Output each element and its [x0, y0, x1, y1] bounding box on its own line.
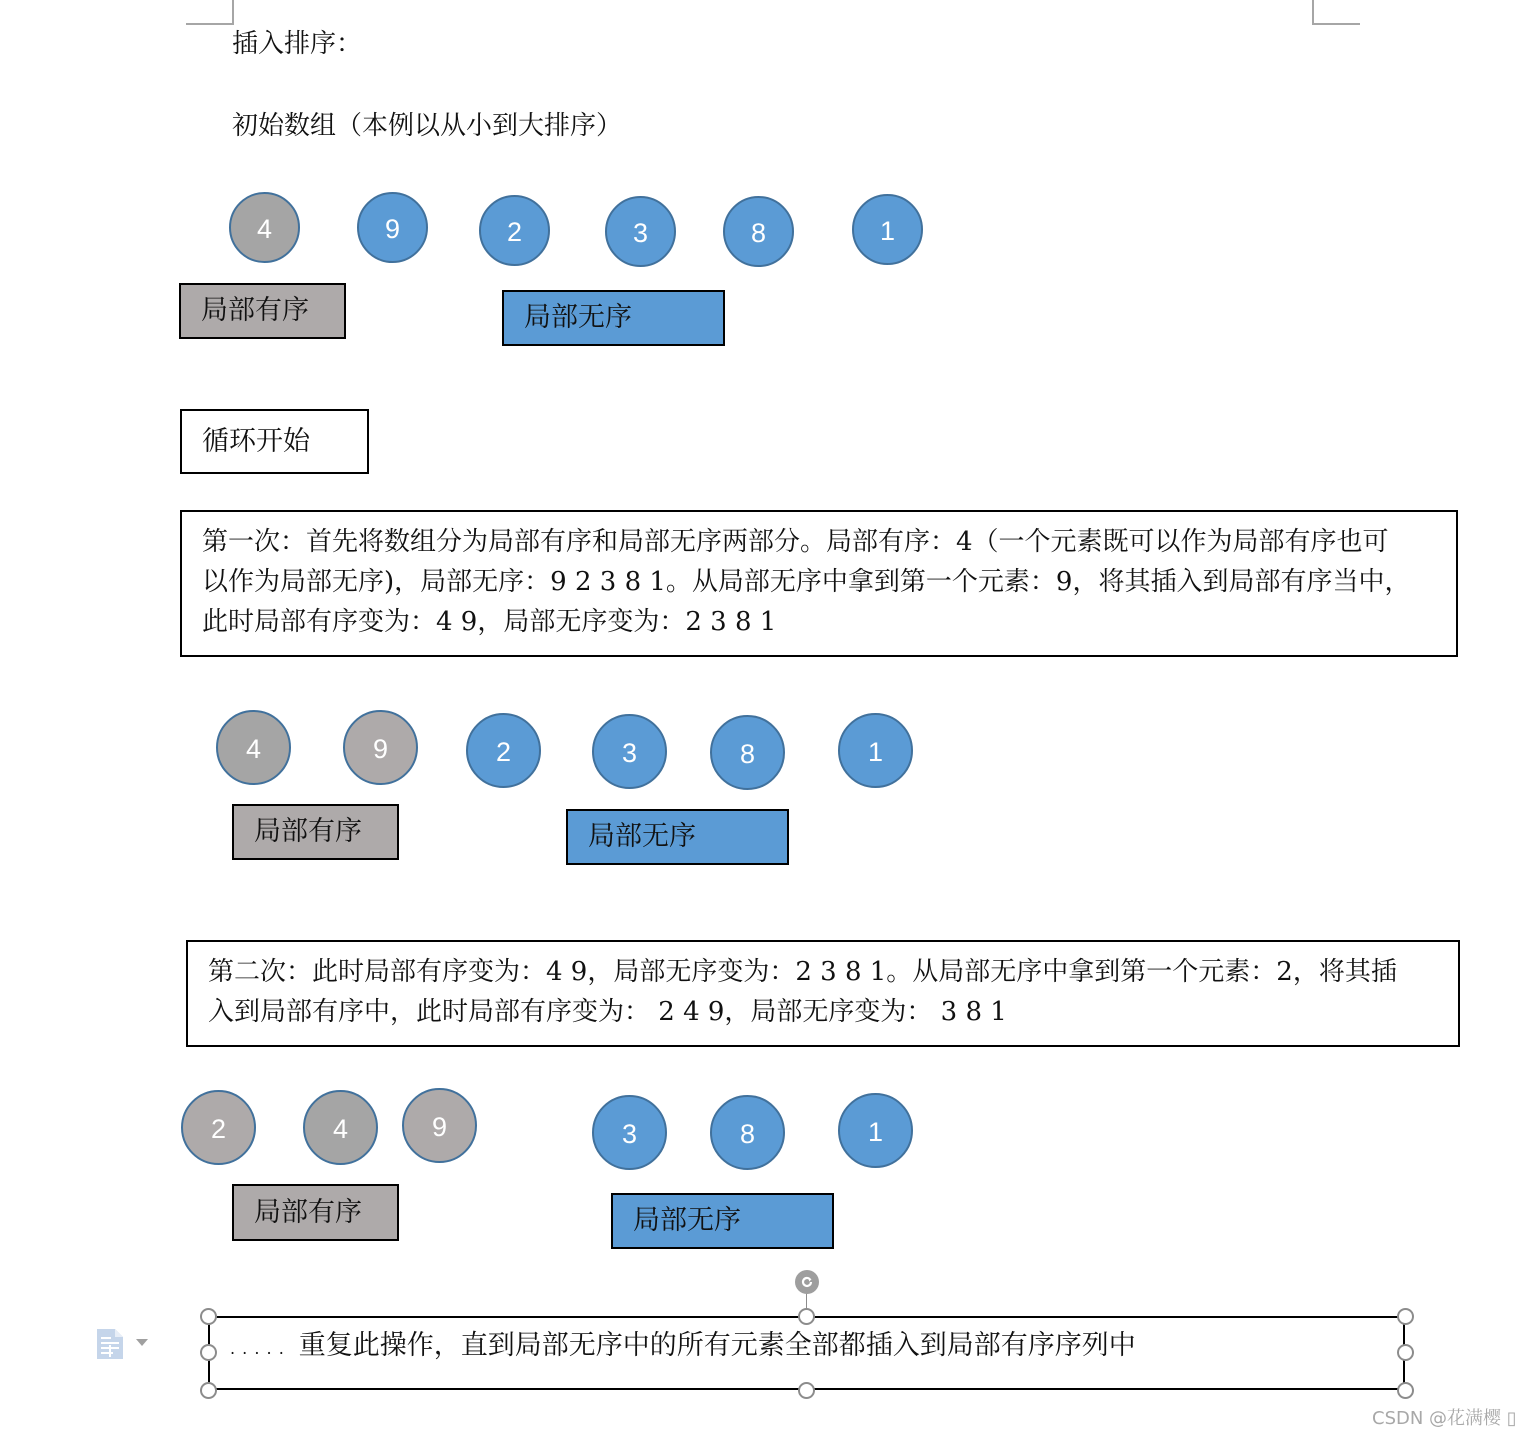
node-circle[interactable] [605, 196, 676, 267]
step1-line-1: 第一次：首先将数组分为局部有序和局部无序两部分。局部有序：4（一个元素既可以作为局部有序也可 [202, 527, 1389, 557]
node-value: 9 [372, 734, 389, 764]
page-corner-mark-left [186, 0, 234, 25]
step2-line-1: 第二次：此时局部有序变为：4 9，局部无序变为：2 3 8 1。从局部无序中拿到第一个元素：2，将其插 [208, 957, 1397, 987]
node-value: 2 [495, 737, 512, 767]
conclusion-body: 重复此操作，直到局部无序中的所有元素全部都插入到局部有序序列中 [298, 1330, 1136, 1361]
node-circle[interactable] [343, 710, 418, 785]
node-circle[interactable] [592, 1095, 667, 1170]
unsorted-label-box[interactable]: 局部无序 [611, 1193, 834, 1249]
node-value: 1 [867, 737, 884, 767]
sorted-label-box[interactable]: 局部有序 [232, 1184, 399, 1241]
step2-line-2: 入到局部有序中，此时局部有序变为： 2 4 9，局部无序变为： 3 8 1 [208, 997, 1007, 1027]
step1-line-3: 此时局部有序变为：4 9，局部无序变为：2 3 8 1 [202, 607, 777, 637]
resize-handle-middle-right[interactable] [1397, 1344, 1414, 1361]
node-circle[interactable] [303, 1090, 378, 1165]
node-circle[interactable] [838, 713, 913, 788]
node-circle[interactable] [402, 1088, 477, 1163]
node-circle[interactable] [852, 194, 923, 265]
node-value: 1 [879, 216, 896, 246]
node-value: 3 [621, 738, 638, 768]
node-value: 8 [739, 1119, 756, 1149]
ellipsis-dots: . . . . . [230, 1339, 285, 1358]
node-value: 8 [739, 739, 756, 769]
node-circle[interactable] [710, 1095, 785, 1170]
resize-handle-bottom-right[interactable] [1397, 1382, 1414, 1399]
step1-text-box[interactable] [180, 510, 1458, 657]
paragraph-layout-icon[interactable] [97, 1329, 125, 1361]
conclusion-text-box[interactable] [208, 1316, 1405, 1390]
document-title: 插入排序： [232, 29, 363, 59]
node-value: 9 [431, 1112, 448, 1142]
page-corner-mark-right [1312, 0, 1360, 25]
step2-text-box[interactable] [186, 940, 1460, 1047]
node-circle[interactable] [710, 715, 785, 790]
node-circle[interactable] [229, 192, 300, 263]
node-circle[interactable] [723, 196, 794, 267]
resize-handle-bottom-left[interactable] [200, 1382, 217, 1399]
chevron-down-icon[interactable] [136, 1339, 148, 1346]
node-value: 3 [632, 218, 649, 248]
document-subtitle: 初始数组（本例以从小到大排序） [232, 111, 623, 141]
node-value: 2 [506, 217, 523, 247]
sorted-label-box[interactable]: 局部有序 [179, 283, 346, 339]
node-value: 4 [245, 734, 262, 764]
node-circle[interactable] [216, 710, 291, 785]
unsorted-label-box[interactable]: 局部无序 [502, 290, 725, 346]
resize-handle-top-right[interactable] [1397, 1308, 1414, 1325]
rotate-handle-icon[interactable] [795, 1270, 819, 1294]
watermark: CSDN @花满樱 ▯ [1372, 1408, 1517, 1429]
node-circle[interactable] [479, 195, 550, 266]
node-value: 1 [867, 1117, 884, 1147]
node-circle[interactable] [838, 1093, 913, 1168]
node-value: 4 [332, 1114, 349, 1144]
node-value: 9 [384, 214, 401, 244]
step1-line-2: 以作为局部无序)，局部无序：9 2 3 8 1。从局部无序中拿到第一个元素：9，将其插入到局部有序当中， [202, 567, 1411, 597]
node-circle[interactable] [181, 1090, 256, 1165]
node-value: 3 [621, 1119, 638, 1149]
node-circle[interactable] [466, 713, 541, 788]
sorted-label-box[interactable]: 局部有序 [232, 804, 399, 860]
node-value: 2 [210, 1114, 227, 1144]
node-value: 4 [256, 214, 273, 244]
node-value: 8 [750, 218, 767, 248]
resize-handle-middle-left[interactable] [200, 1344, 217, 1361]
resize-handle-top-center[interactable] [798, 1308, 815, 1325]
loop-start-box[interactable]: 循环开始 [180, 409, 369, 474]
conclusion-text-line [230, 1330, 1136, 1365]
node-circle[interactable] [592, 714, 667, 789]
resize-handle-bottom-center[interactable] [798, 1382, 815, 1399]
unsorted-label-box[interactable]: 局部无序 [566, 809, 789, 865]
resize-handle-top-left[interactable] [200, 1308, 217, 1325]
node-circle[interactable] [357, 192, 428, 263]
